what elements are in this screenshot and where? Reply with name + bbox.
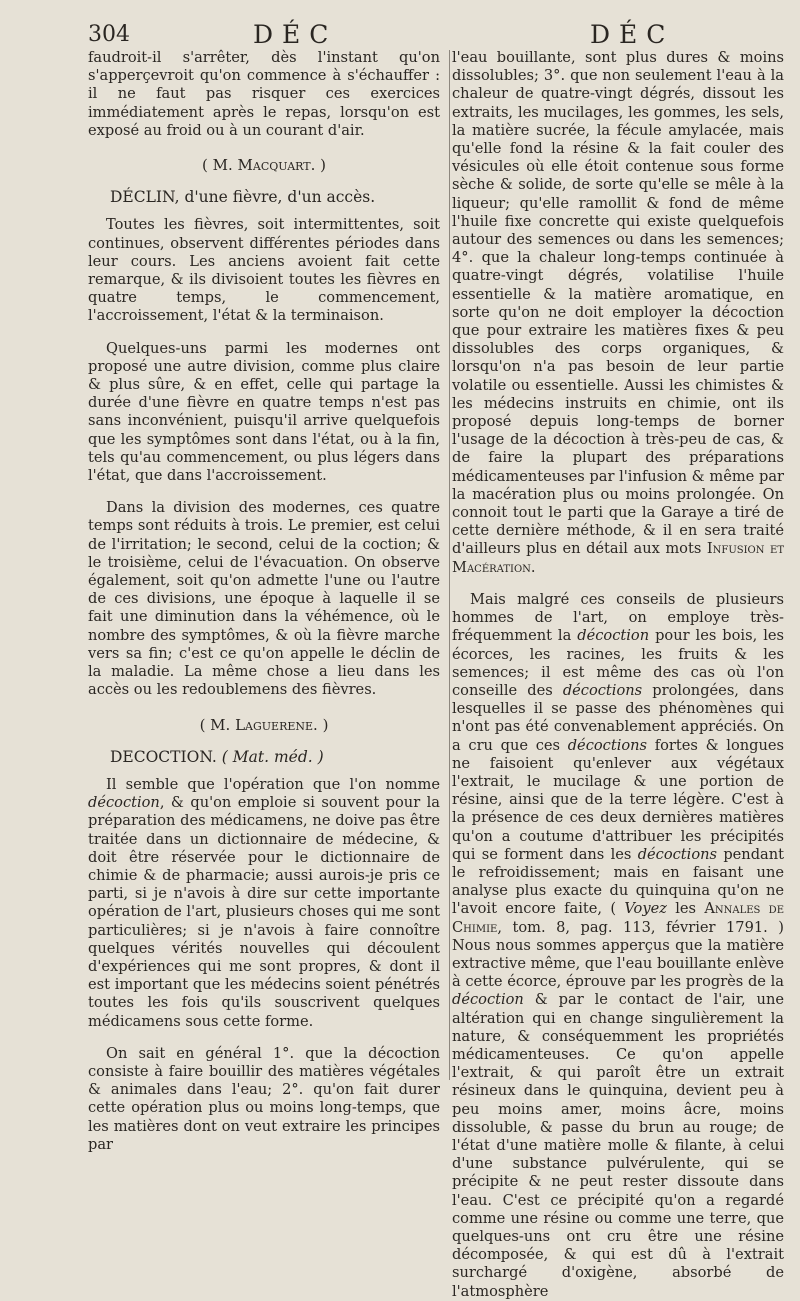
text-run: , tom. 8, pag. 113, février 1791. ) Nous nous sommes apperçus que la matière extractive même, que l'eau bouillante enlève à cette écorce, éprouve par les progrès de la xyxy=(452,918,784,991)
text-run: Il semble que l'opération que l'on nomme xyxy=(106,775,440,793)
text-run: pour les bois, les écorces, les racines, les fruits & les semences; il est même des cas où l'on conseille des xyxy=(452,627,784,699)
paragraph xyxy=(88,776,440,1031)
page-number: 304 xyxy=(88,22,130,47)
text-run: l'eau bouillante, sont plus dures & moins dissolubles; 3°. que non seulement l'eau à la chaleur de quatre-vingt dégrés, dissout les extraits, les mucilages, les gommes, les sels, la matière sucrée, la fécule amylacée, mais qu'elle fond la résine & la fait couler des vésicules où elle étoit contenue sous forme sèche & solide, de sorte qu'elle se mêle à la liqueur; qu'elle ramollit & fond de même l'huile fixe concrette qui existe quelquefois autour des semences ou dans les semences; 4°. que la chaleur long-temps continuée à quatre-vingt dégrés, volatilise l'huile essentielle & la matière aromatique, en sorte qu'on ne doit employer la décoction que pour extraire les matières fixes & peu dissolubles des corps organiques, & lorsqu'on n'a pas besoin de leur partie volatile ou essentielle. Aussi les chimistes & les médecins instruits en chimie, ont ils proposé depuis long-temps de borner l'usage de la décoction à très-peu de cas, & de faire la plupart des préparations médicamenteuses par l'infusion & même par la macération plus ou moins prolongée. On connoit tout le parti que la Garaye a tiré de cette dernière méthode, & il en sera traité d'ailleurs plus en détail aux mots xyxy=(452,49,784,558)
entry-heading-decoction xyxy=(110,748,440,766)
author-signature: ( M. Laguerene. ) xyxy=(199,715,329,734)
right-column xyxy=(452,49,784,1301)
italic-term: décoction xyxy=(452,991,524,1009)
italic-term: décoctions xyxy=(567,736,648,754)
entry-subject: ( Mat. méd. ) xyxy=(221,747,324,766)
paragraph: On sait en général 1°. que la décoction consiste à faire bouillir des matières végétales & animales dans l'eau; 2°. qu'on fait durer cette opération plus ou moins long-temps, que les matières dont on veut extraire les principes par xyxy=(88,1044,440,1153)
italic-term: décoctions xyxy=(637,845,718,863)
author-signature: ( M. Macquart. ) xyxy=(202,156,326,175)
cross-reference: Infusion et Macération. xyxy=(452,540,784,576)
entry-definition: , d'une fièvre, d'un accès. xyxy=(174,188,376,207)
italic-term: décoction xyxy=(577,627,650,645)
paragraph: Quelques-uns parmi les modernes ont proposé une autre division, comme plus claire & plus sûre, & en effet, celle qui partage la durée d'une fièvre en quatre temps n'est pas sans inconvénient, puisqu'il arrive quelquefois que les symptômes sont dans l'état, ou à la fin, tels qu'au commencement, ou plus légers dans l'état, que dans l'accroissement. xyxy=(88,339,440,485)
column-divider xyxy=(449,50,450,1080)
entry-heading-declin xyxy=(110,188,440,206)
paragraph: faudroit-il s'arrêter, dès l'instant qu'on s'apperçevroit qu'on commence à s'échauffer : il ne faut pas risquer ces exercices immédiatement après le repas, lorsqu'on est exposé au froid ou à un courant d'air. xyxy=(88,49,440,139)
text-run: prolongées, dans lesquelles il se passe des phénomènes qui n'ont pas été convenablement appréciés. On a cru que ces xyxy=(452,681,784,754)
running-head-right: DÉC xyxy=(590,20,675,49)
paragraph xyxy=(452,49,784,577)
entry-title: DECOCTION. xyxy=(110,747,217,766)
entry-title: DÉCLIN xyxy=(110,188,175,207)
text-run: pendant le refroidissement; mais en faisant une analyse plus exacte du quinquina qu'on ne l'avoit encore faite, ( xyxy=(452,845,785,918)
text-run: les xyxy=(666,900,705,918)
text-run: & par le contact de l'air, une altération qui en change singulièrement la nature, & conséquemment les propriétés médicamenteuses. Ce qu'on appelle l'extrait, & qui paroît être un extrait résineux dans le quinquina, devient peu à peu moins amer, moins âcre, moins dissoluble, & passe du brun au rouge; de l'état d'une matière molle & filante, à celui d'une substance pulvérulente, qui se précipite & ne peut rester dissoute dans l'eau. C'est ce précipité qu'on a regardé comme une résine ou comme une terre, que quelques-uns ont cru être une résine décomposée, & qui est dû à l'extrait surchargé d'oxigène, absorbé de l'atmosphère xyxy=(452,991,784,1300)
text-run: , & qu'on emploie si souvent pour la préparation des médicamens, ne doive pas être traitée dans un dictionnaire de médecine, & doit être réservée pour le dictionnaire de chimie & de pharmacie; aussi aurois-je pris ce parti, si je n'avois à dire sur cette importante opération de l'art, plusieurs choses qui me sont particulières; si je n'avois à faire connoître quelques vérités nouvelles qui découlent d'expériences qui me sont propres, & dont il est important que les médecins soient pénétrés toutes les fois qu'ils souscrivent quelques médicamens sous cette forme. xyxy=(88,794,440,1030)
paragraph: Toutes les fièvres, soit intermittentes, soit continues, observent différentes périodes dans leur cours. Les anciens avoient fait cette remarque, & ils divisoient toutes les fièvres en quatre temps, le commencement, l'accroissement, l'état & la terminaison. xyxy=(88,216,440,325)
italic-term: décoctions xyxy=(562,681,643,699)
left-column xyxy=(88,49,440,1154)
text-run: fortes & longues ne faisoient qu'enlever aux végétaux l'extrait, le mucilage & une portion de résine, ainsi que de la terre légère. C'est à la présence de ces deux dernières matières qu'on a coutume d'attribuer les précipités qui se forment dans les xyxy=(452,736,785,863)
italic-term: Voyez xyxy=(624,900,667,918)
italic-term: décoction xyxy=(88,794,160,812)
paragraph xyxy=(452,591,784,1301)
text-run: Mais malgré ces conseils de plusieurs hommes de l'art, on employe très-fréquemment la xyxy=(452,590,784,645)
running-head-left: DÉC xyxy=(253,20,338,49)
cross-reference: Annales de Chimie xyxy=(452,900,784,936)
paragraph: Dans la division des modernes, ces quatre temps sont réduits à trois. Le premier, est celui de l'irritation; le second, celui de la coction; & le troisième, celui de l'évacuation. On observe également, soit qu'on admette l'une ou l'autre de ces divisions, une époque à laquelle il se fait une diminution dans la véhémence, où le nombre des symptômes, & où la fièvre marche vers sa fin; c'est ce qu'on appelle le déclin de la maladie. La même chose a lieu dans les accès ou les redoublemens des fièvres. xyxy=(88,499,440,699)
